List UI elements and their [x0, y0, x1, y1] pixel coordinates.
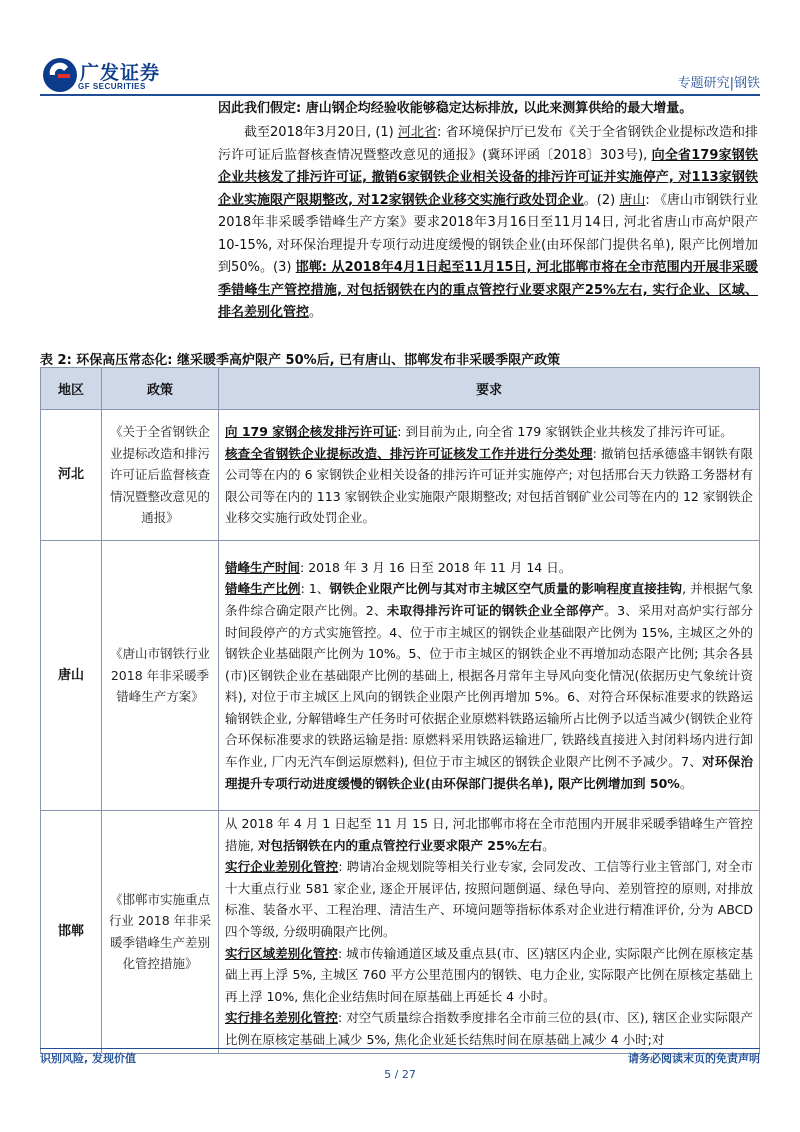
requirement-text: 从 2018 年 4 月 1 日起至 11 月 15 日, 河北邯郸市将在全市范围内开展非采暖季错峰生产管控措施,	[225, 816, 753, 853]
requirement-text: : 对空气质量综合指数季度排名全市前三位的县(市、区), 辖区企业实际限产比例在原核定基础上减少 5%, 焦化企业延长结焦时间在原基础上减少 4 小时;对	[225, 1010, 753, 1047]
para-text: : 省环境保护厅已发布《关于全省钢铁企业提标改造和排污许可证后监督核查情况暨整改意见的通报》(冀环评函〔2018〕303号),	[218, 125, 758, 163]
requirement-cell	[219, 811, 760, 1054]
footer-slogan: 识别风险, 发现价值	[40, 1052, 137, 1065]
page-number: 5 / 27	[384, 1068, 416, 1081]
logo-text: 广发证券	[80, 62, 161, 84]
requirement-heading: 核查全省钢铁企业提标改造、排污许可证核发工作并进行分类处理	[225, 445, 593, 461]
column-header-policy: 政策	[102, 368, 219, 410]
column-header-requirement: 要求	[219, 368, 760, 410]
table-caption: 表 2: 环保高压常态化: 继采暖季高炉限产 50%后, 已有唐山、邯郸发布非采暖季限产政策	[40, 353, 561, 368]
intro-assumption: 因此我们假定: 唐山钢企均经验收能够稳定达标排放, 以此来测算供给的最大增量。	[218, 101, 693, 116]
logo-subtitle: GF SECURITIES	[78, 82, 146, 91]
requirement-heading: 向 179 家钢企核发排污许可证	[225, 424, 398, 440]
policy-table	[40, 367, 760, 1054]
requirement-emphasis: 未取得排污许可证的钢铁企业全部停产	[386, 602, 605, 618]
requirement-text: : 2018 年 3 月 16 日至 2018 年 11 月 14 日。	[300, 559, 572, 575]
page-header	[0, 0, 800, 100]
requirement-text: 。	[542, 837, 555, 853]
requirement-heading: 实行企业差别化管控	[225, 859, 339, 875]
requirement-item	[225, 578, 753, 794]
requirement-text: : 聘请冶金规划院等相关行业专家, 会同发改、工信等行业主管部门, 对全市十大重点行业 581 家企业, 逐企开展评估, 按照问题倒逼、绿色导向、差别管控的原则, 对排放标准、装备水平、工程治理、清洁生产、环境问题等指标体系对企业进行精准评价, 分为 ABCD 四个等级, 分级明确限产比例。	[225, 859, 753, 939]
requirement-item	[225, 856, 753, 942]
policy-paragraph	[218, 122, 758, 325]
requirement-item	[225, 1007, 753, 1050]
requirement-text: : 1、	[300, 581, 330, 597]
para-handan-highlight: 邯郸: 从2018年4月1日起至11月15日, 河北邯郸市将在全市范围内开展非采暖季错峰生产管控措施, 对包括钢铁在内的重点管控行业要求限产25%左右, 实行企业、区域、排名差别化管控	[218, 260, 758, 320]
region-cell: 邯郸	[41, 811, 102, 1054]
requirement-cell	[219, 541, 760, 811]
requirement-item	[225, 443, 753, 529]
requirement-emphasis: 对环保治理提升专项行动进度缓慢的钢铁企业(由环保部门提供名单), 限产比例增加到 50%	[225, 754, 753, 791]
requirement-emphasis: 钢铁企业限产比例与其对市主城区空气质量的影响程度直接挂钩	[329, 581, 683, 597]
requirement-heading: 实行排名差别化管控	[225, 1010, 338, 1026]
header-divider	[40, 94, 760, 96]
requirement-text: : 到目前为止, 向全省 179 家钢铁企业共核发了排污许可证。	[397, 424, 733, 440]
table-row-handan	[41, 811, 760, 1054]
requirement-item	[225, 943, 753, 1008]
region-cell: 唐山	[41, 541, 102, 811]
requirement-item	[225, 421, 753, 443]
policy-cell: 《邯郸市实施重点行业 2018 年非采暖季错峰生产差别化管控措施》	[102, 811, 219, 1054]
requirement-text: 。3、采用对高炉实行部分时间段停产的方式实施管控。4、位于市主城区的钢铁企业基础限产比例为 15%, 主城区之外的钢铁企业基础限产比例为 10%。5、位于市主城区的钢铁企业不再增加动态限产比例; 其余各县(市)区钢铁企业在基础限产比例的基础上, 根据各月常年主导风向变化情况(依据历史气象统计资料), 对位于市主城区上风向的钢铁企业限产比例再增加 5%。6、对符合环保标准要求的铁路运输钢铁企业, 分解错峰生产任务时可依据企业原燃料铁路运输所占比例予以适当减少(钢铁企业符合环保标准要求的铁路运输是指: 原燃料采用铁路运输进厂, 铁路线直接进入封闭料场内进行卸车作业, 厂内无汽车倒运原燃料), 但位于市主城区的钢铁企业限产比例不予减少。7、	[225, 602, 753, 770]
requirement-item	[225, 813, 753, 856]
para-text: 截至2018年3月20日, (1)	[244, 125, 398, 140]
para-text: : 《唐山市钢铁行业2018年非采暖季错峰生产方案》要求2018年3月16日至11月14日, 河北省唐山市高炉限产10-15%, 对环保治理提升专项行动进度缓慢的钢铁企业(由环保部门提供名单), 限产比例增加到50%。(3)	[218, 192, 758, 275]
policy-cell: 《关于全省钢铁企业提标改造和排污许可证后监督核查情况暨整改意见的通报》	[102, 410, 219, 541]
requirement-heading: 错峰生产时间	[225, 559, 301, 575]
para-hebei-label: 河北省	[397, 125, 437, 140]
footer-divider	[40, 1048, 760, 1049]
para-text: 。(2)	[583, 192, 620, 208]
policy-cell: 《唐山市钢铁行业 2018 年非采暖季错峰生产方案》	[102, 541, 219, 811]
requirement-text: , 并根据气象条件综合确定限产比例。2、	[225, 581, 753, 618]
table-row-hebei	[41, 410, 760, 541]
para-tangshan-label: 唐山	[619, 192, 646, 208]
region-cell: 河北	[41, 410, 102, 541]
requirement-emphasis: 对包括钢铁在内的重点管控行业要求限产 25%左右	[257, 837, 543, 853]
para-hebei-highlight: 向全省179家钢铁企业共核发了排污许可证, 撤销6家钢铁企业相关设备的排污许可证并实施停产, 对113家钢铁企业实施限产限期整改, 对12家钢铁企业移交实施行政处罚企业	[218, 147, 759, 208]
requirement-heading: 错峰生产比例	[225, 581, 301, 597]
table-row-tangshan	[41, 541, 760, 811]
column-header-region: 地区	[41, 368, 102, 410]
section-label: 专题研究|钢铁	[677, 76, 760, 91]
para-text: 。	[309, 305, 323, 320]
footer-disclaimer: 请务必阅读末页的免责声明	[628, 1052, 760, 1065]
requirement-cell	[219, 410, 760, 541]
requirement-text: : 撤销包括承德盛丰钢铁有限公司等在内的 6 家钢铁企业相关设备的排污许可证并实施停产; 对包括邢台天力铁路工务器材有限公司等在内的 113 家钢铁企业实施限产限期整改; 对包括首钢矿业公司等在内的 12 家钢铁企业移交实施行政处罚企业。	[225, 445, 753, 526]
requirement-text: : 城市传输通道区域及重点县(市、区)辖区内企业, 实际限产比例在原核定基础上再上浮 5%, 主城区 760 平方公里范围内的钢铁、电力企业, 实际限产比例在原核定基础上再上浮 10%, 焦化企业结焦时间在原基础上再延长 4 小时。	[225, 945, 753, 1004]
requirement-item	[225, 557, 753, 579]
requirement-text: 。	[679, 775, 693, 791]
requirement-heading: 实行区域差别化管控	[225, 945, 338, 961]
table-header-row	[41, 368, 760, 410]
